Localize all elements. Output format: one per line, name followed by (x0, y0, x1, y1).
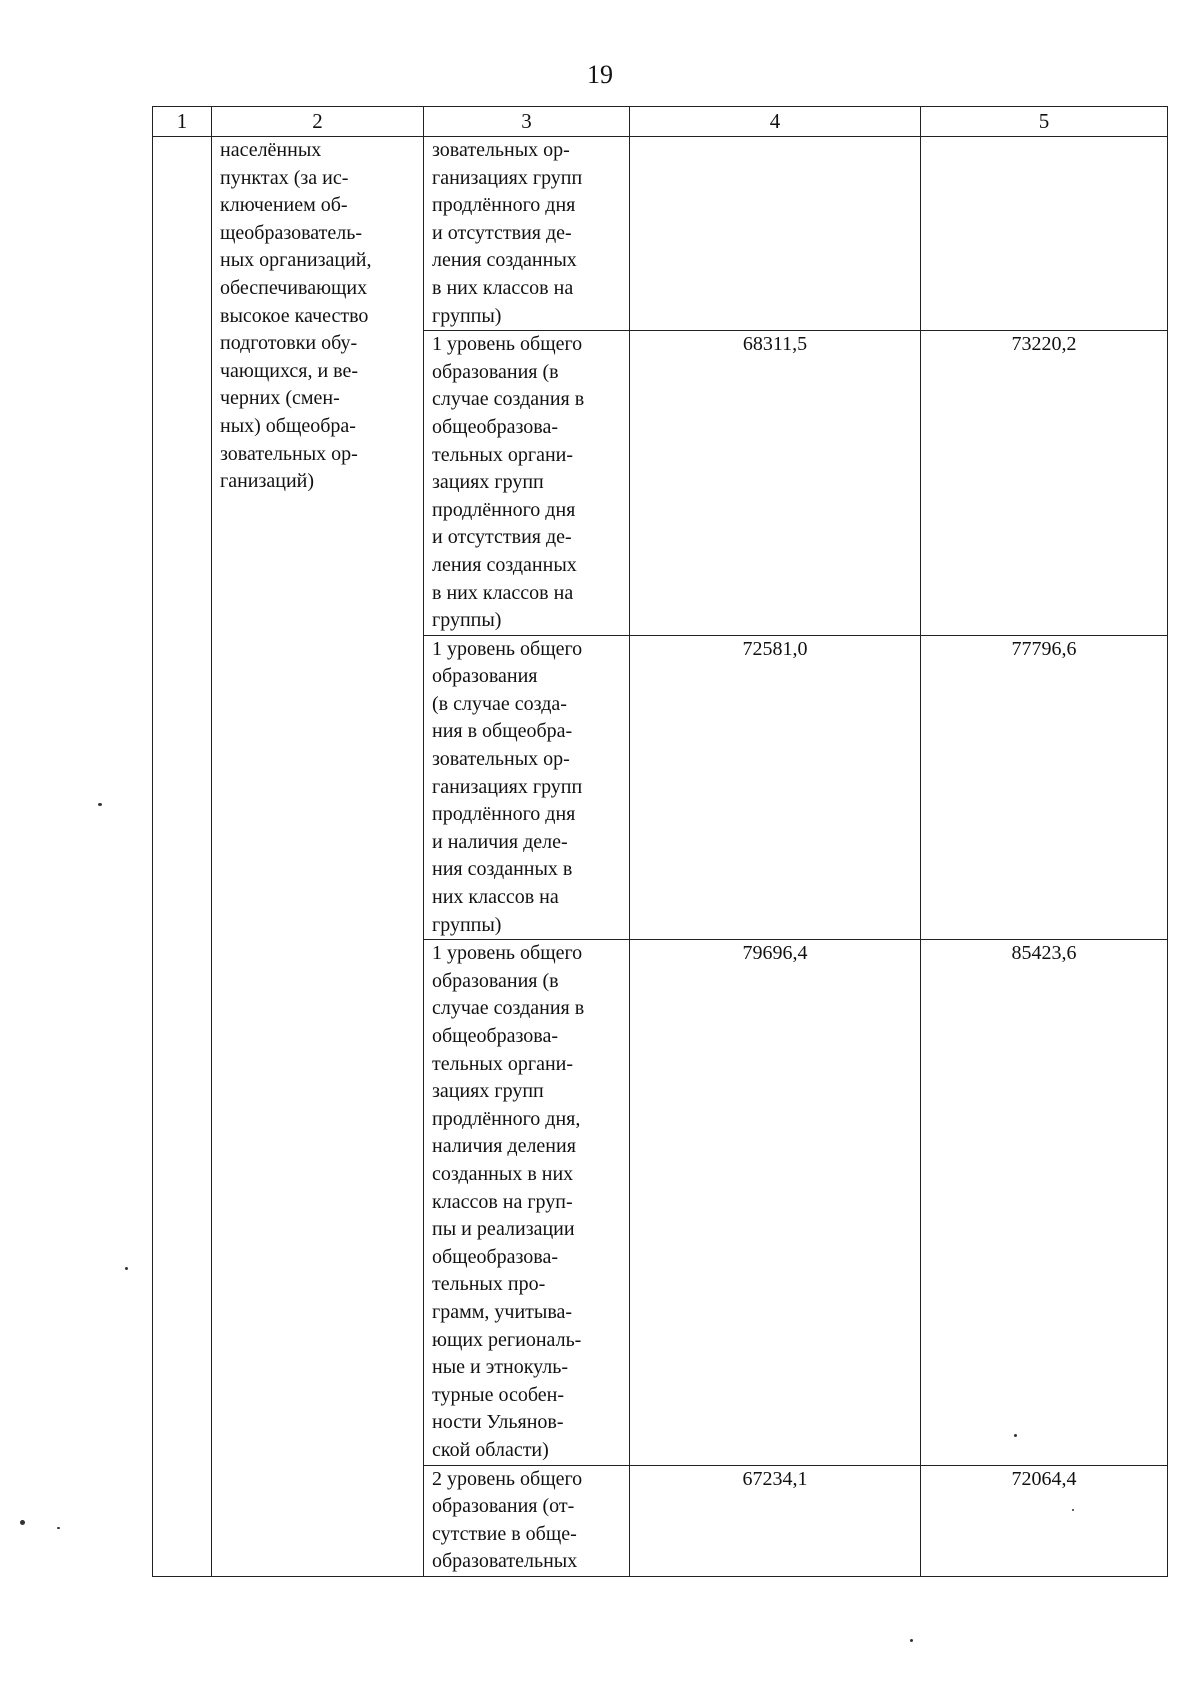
table-header-row (153, 107, 1168, 137)
scan-speck (910, 1639, 913, 1642)
education-level-text: зовательных ор- ганизациях групп продлённого дня и отсутствия де- ления созданных в них классов на группы) (432, 139, 583, 327)
education-level-cell (424, 137, 630, 331)
scan-speck (1072, 1509, 1074, 1511)
page-number: 19 (587, 60, 613, 89)
education-level-text: 1 уровень общего образования (в случае создания в общеобразова- тельных органи- зациях групп продлённого дня и отсутствия де- ления созданных в них классов на группы) (432, 333, 585, 632)
scan-speck (20, 1520, 25, 1525)
header-col-3: 3 (424, 107, 630, 137)
value-col4-cell (630, 137, 921, 331)
scan-speck (125, 1267, 128, 1270)
value-col4-cell: 72581,0 (630, 635, 921, 940)
education-level-text: 1 уровень общего образования (в случае создания в общеобразова- тельных органи- зациях групп продлённого дня, наличия деления созданных в них классов на груп- пы и реализации общеобразова- тельных про- грамм, учитыва- ющих региональ- ные и этнокуль- турные особен- ности Ульянов- ской области) (432, 942, 585, 1461)
value-col4-cell: 67234,1 (630, 1465, 921, 1576)
education-level-cell (424, 1465, 630, 1576)
header-col-5: 5 (921, 107, 1168, 137)
value-col5-cell: 85423,6 (921, 940, 1168, 1465)
col1-cell (153, 137, 212, 1577)
education-level-cell (424, 635, 630, 940)
value-col5-cell (921, 137, 1168, 331)
education-level-cell (424, 940, 630, 1465)
locality-description-text: населённых пунктах (за ис- ключением об- щеобразователь- ных организаций, обеспечивающих высокое качество подготовки обу- чающихся, и ве- черних (смен- ных) общеобра- зовательных ор- ганизаций) (220, 139, 372, 493)
value-col5-cell: 73220,2 (921, 331, 1168, 636)
value-col5-cell: 77796,6 (921, 635, 1168, 940)
education-level-text: 1 уровень общего образования (в случае созда- ния в общеобра- зовательных ор- ганизациях групп продлённого дня и наличия деле- ния созданных в них классов на группы) (432, 637, 583, 936)
education-level-text: 2 уровень общего образования (от- сутствие в обще- образовательных (432, 1467, 583, 1573)
scan-speck (57, 1527, 60, 1529)
value-col4-cell: 79696,4 (630, 940, 921, 1465)
value-col5-cell: 72064,4 (921, 1465, 1168, 1576)
table-row (153, 137, 1168, 331)
locality-description-cell (212, 137, 424, 1577)
header-col-2: 2 (212, 107, 424, 137)
scan-speck (98, 803, 102, 806)
value-col4-cell: 68311,5 (630, 331, 921, 636)
education-level-cell (424, 331, 630, 636)
scan-speck (1014, 1434, 1017, 1437)
header-col-4: 4 (630, 107, 921, 137)
header-col-1: 1 (153, 107, 212, 137)
data-table (152, 106, 1168, 1577)
